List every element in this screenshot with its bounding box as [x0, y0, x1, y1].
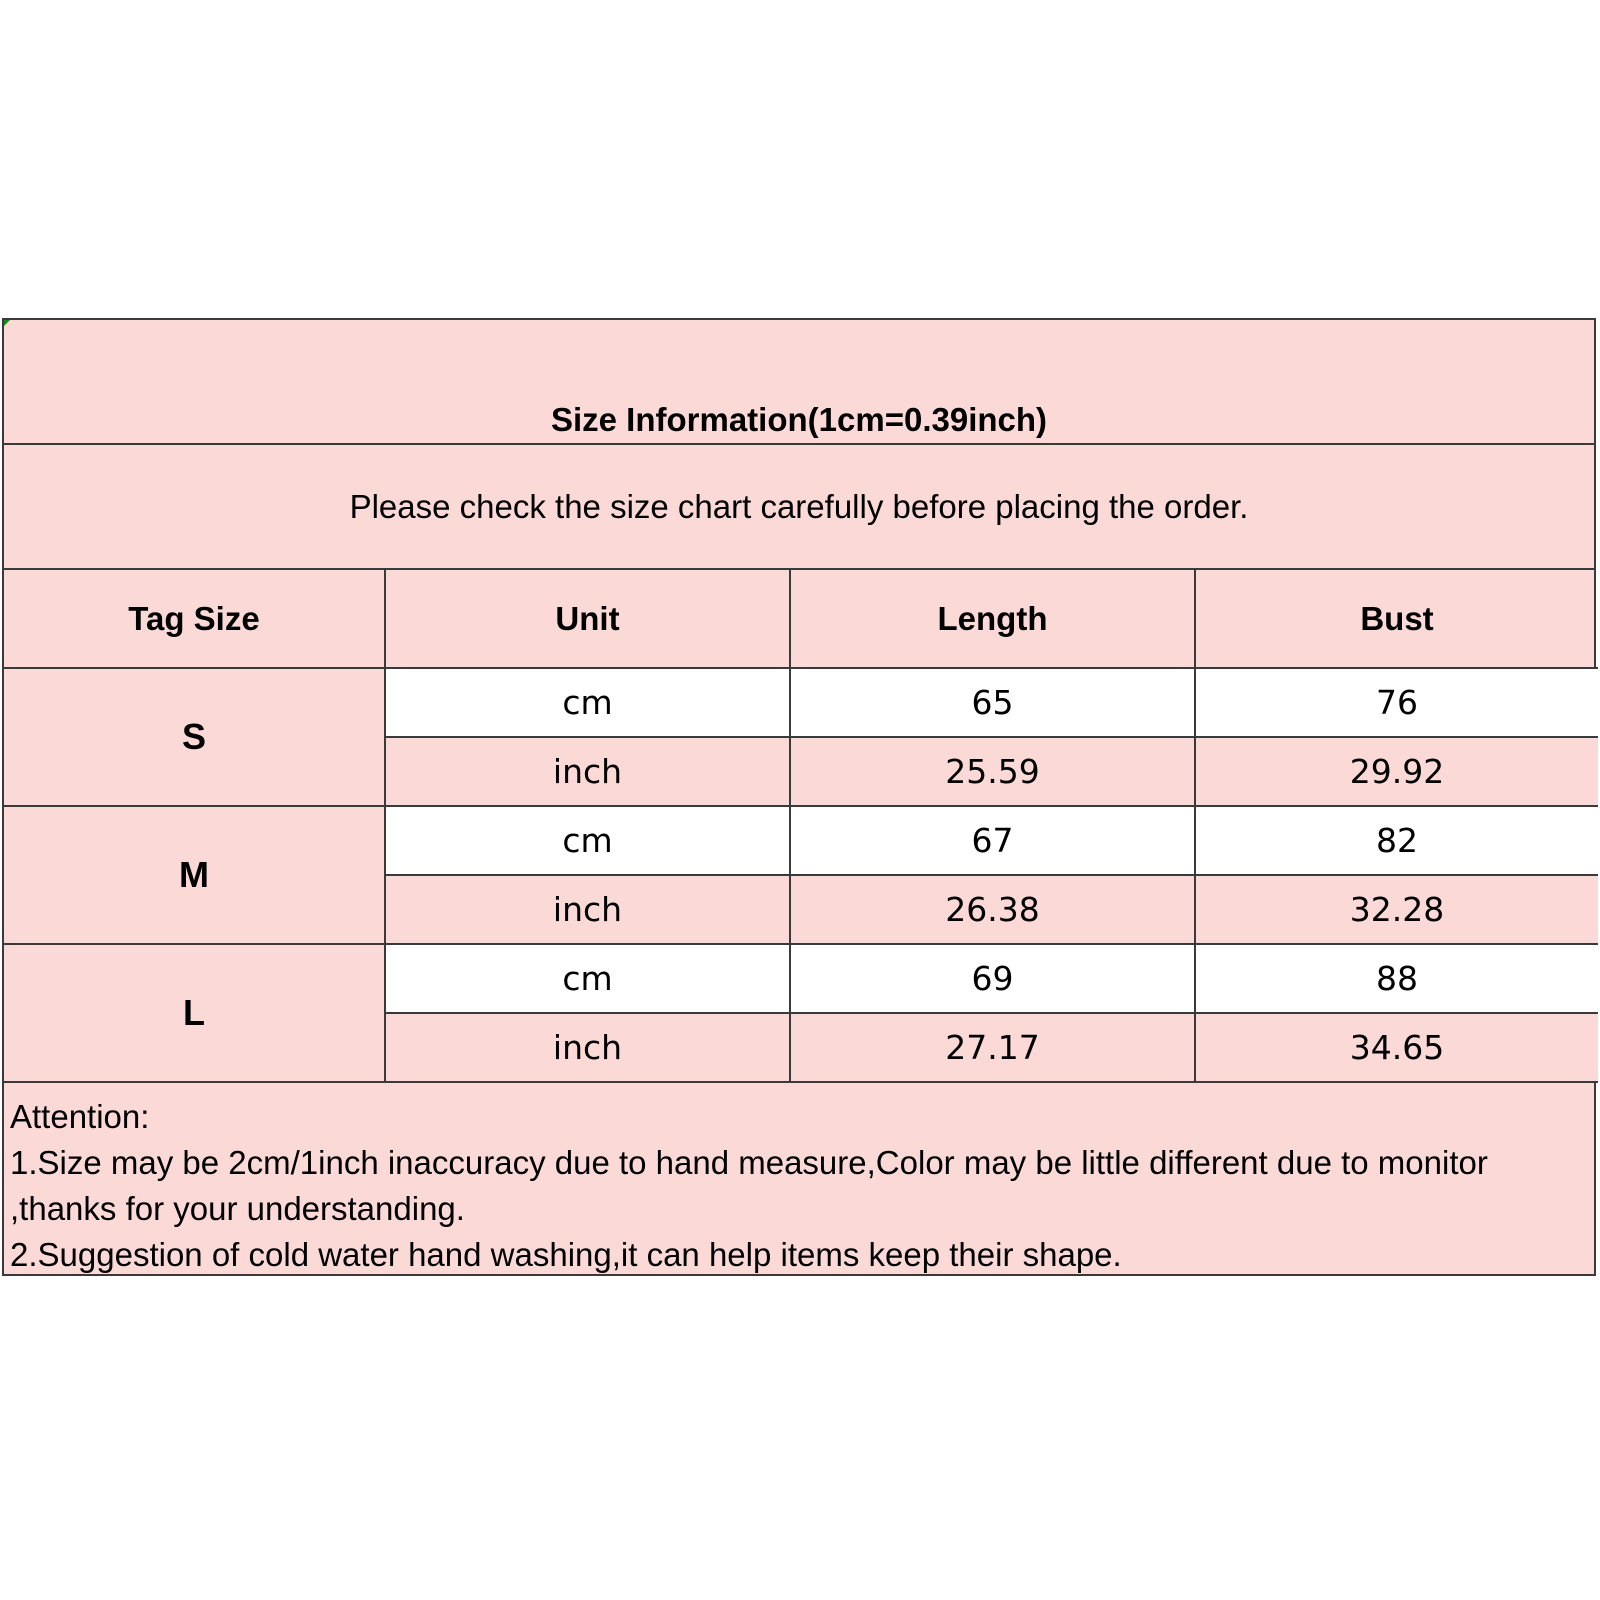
attention-notes: [4, 1084, 1594, 1278]
length-cell: 27.17: [790, 1013, 1195, 1082]
attention-line: 1.Size may be 2cm/1inch inaccuracy due to hand measure,Color may be little different due to monitor: [10, 1144, 1488, 1181]
size-chart-notice: Please check the size chart carefully before placing the order.: [349, 487, 1249, 525]
header-unit: Unit: [385, 570, 790, 668]
bust-cell: 29.92: [1195, 737, 1598, 806]
length-cell: 25.59: [790, 737, 1195, 806]
attention-line: 2.Suggestion of cold water hand washing,it can help items keep their shape.: [10, 1236, 1122, 1273]
bust-cell: 76: [1195, 668, 1598, 737]
length-cell: 69: [790, 944, 1195, 1013]
attention-heading: Attention:: [10, 1098, 150, 1135]
header-tag-size: Tag Size: [4, 570, 385, 668]
size-table: [4, 570, 1598, 1083]
title-band: [4, 320, 1594, 445]
unit-cell: inch: [385, 875, 790, 944]
bust-cell: 34.65: [1195, 1013, 1598, 1082]
table-header-row: [4, 570, 1598, 668]
header-length: Length: [790, 570, 1195, 668]
unit-cell: inch: [385, 1013, 790, 1082]
size-chart-sheet: [2, 318, 1596, 1276]
tag-size-l: L: [4, 944, 385, 1082]
length-cell: 26.38: [790, 875, 1195, 944]
attention-line: ,thanks for your understanding.: [10, 1190, 465, 1227]
unit-cell: inch: [385, 737, 790, 806]
tag-size-m: M: [4, 806, 385, 944]
unit-cell: cm: [385, 668, 790, 737]
unit-cell: cm: [385, 806, 790, 875]
tag-size-s: S: [4, 668, 385, 806]
header-bust: Bust: [1195, 570, 1598, 668]
bust-cell: 88: [1195, 944, 1598, 1013]
table-row: [4, 806, 1598, 875]
table-row: [4, 668, 1598, 737]
length-cell: 65: [790, 668, 1195, 737]
bust-cell: 82: [1195, 806, 1598, 875]
table-row: [4, 944, 1598, 1013]
length-cell: 67: [790, 806, 1195, 875]
notice-band: [4, 445, 1594, 570]
size-info-title: Size Information(1cm=0.39inch): [550, 401, 1048, 438]
bust-cell: 32.28: [1195, 875, 1598, 944]
unit-cell: cm: [385, 944, 790, 1013]
